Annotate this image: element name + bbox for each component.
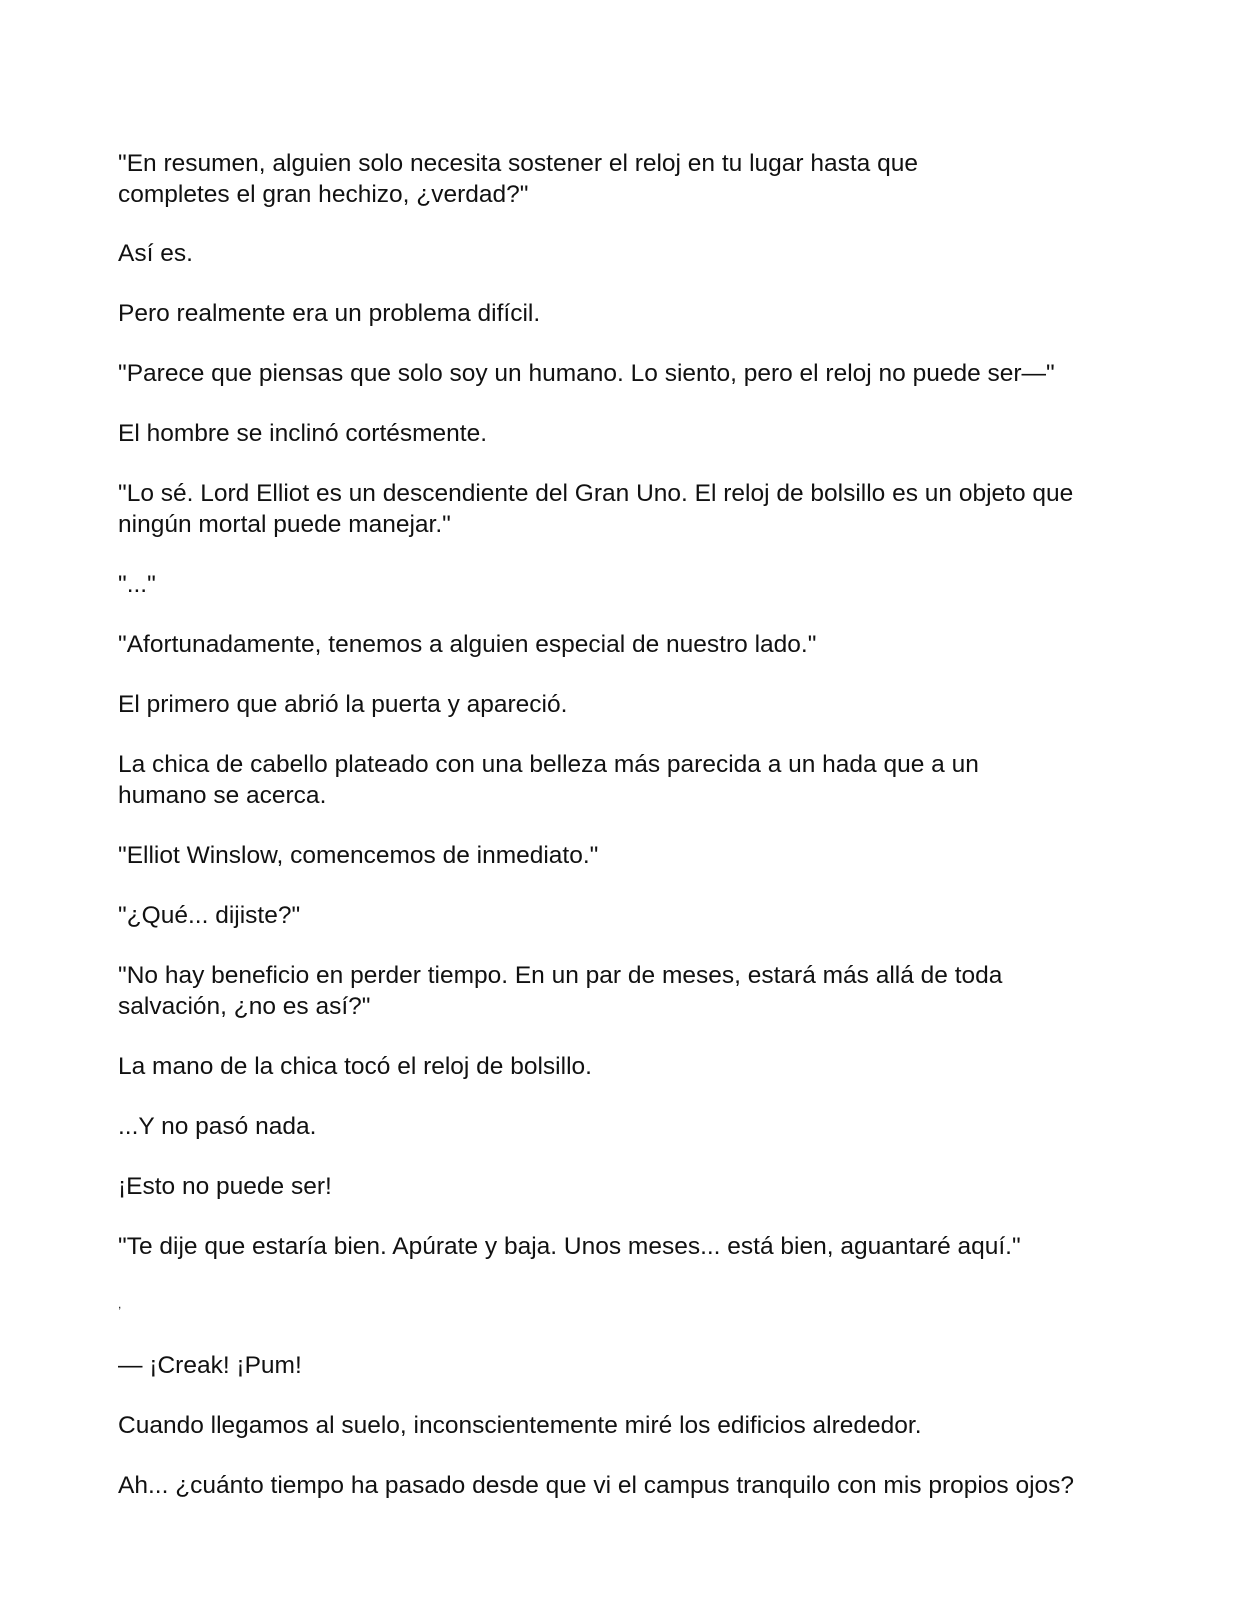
- paragraph: La mano de la chica tocó el reloj de bolsillo.: [118, 1053, 592, 1080]
- paragraph: La chica de cabello plateado con una belleza más parecida a un hada que a un humano se acerca.: [118, 751, 979, 809]
- paragraph: "Lo sé. Lord Elliot es un descendiente del Gran Uno. El reloj de bolsillo es un objeto que ningún mortal puede manejar.": [118, 480, 1074, 538]
- document-page: [118, 148, 1138, 1501]
- stray-comma: ,: [118, 1297, 122, 1311]
- paragraph: El primero que abrió la puerta y apareció.: [118, 691, 568, 718]
- paragraph: El hombre se inclinó cortésmente.: [118, 420, 488, 447]
- paragraph: "Parece que piensas que solo soy un humano. Lo siento, pero el reloj no puede ser—": [118, 360, 1055, 387]
- paragraph: ¡Esto no puede ser!: [118, 1173, 332, 1200]
- paragraph: ...Y no pasó nada.: [118, 1113, 317, 1140]
- paragraph: "No hay beneficio en perder tiempo. En un par de meses, estará más allá de toda salvación, ¿no es así?": [118, 962, 1003, 1020]
- paragraph: Cuando llegamos al suelo, inconscientemente miré los edificios alrededor.: [118, 1412, 922, 1439]
- paragraph: "En resumen, alguien solo necesita sostener el reloj en tu lugar hasta que completes el gran hechizo, ¿verdad?": [118, 150, 918, 208]
- paragraph: "Elliot Winslow, comencemos de inmediato.": [118, 842, 599, 869]
- paragraph: "¿Qué... dijiste?": [118, 902, 301, 929]
- paragraph: Pero realmente era un problema difícil.: [118, 300, 541, 327]
- paragraph: "Te dije que estaría bien. Apúrate y baja. Unos meses... está bien, aguantaré aquí.": [118, 1233, 1021, 1260]
- paragraph: "Afortunadamente, tenemos a alguien especial de nuestro lado.": [118, 631, 817, 658]
- paragraph: Así es.: [118, 240, 193, 267]
- paragraph: Ah... ¿cuánto tiempo ha pasado desde que vi el campus tranquilo con mis propios ojos?: [118, 1472, 1075, 1499]
- paragraph: "...": [118, 571, 156, 598]
- paragraph: — ¡Creak! ¡Pum!: [118, 1352, 302, 1379]
